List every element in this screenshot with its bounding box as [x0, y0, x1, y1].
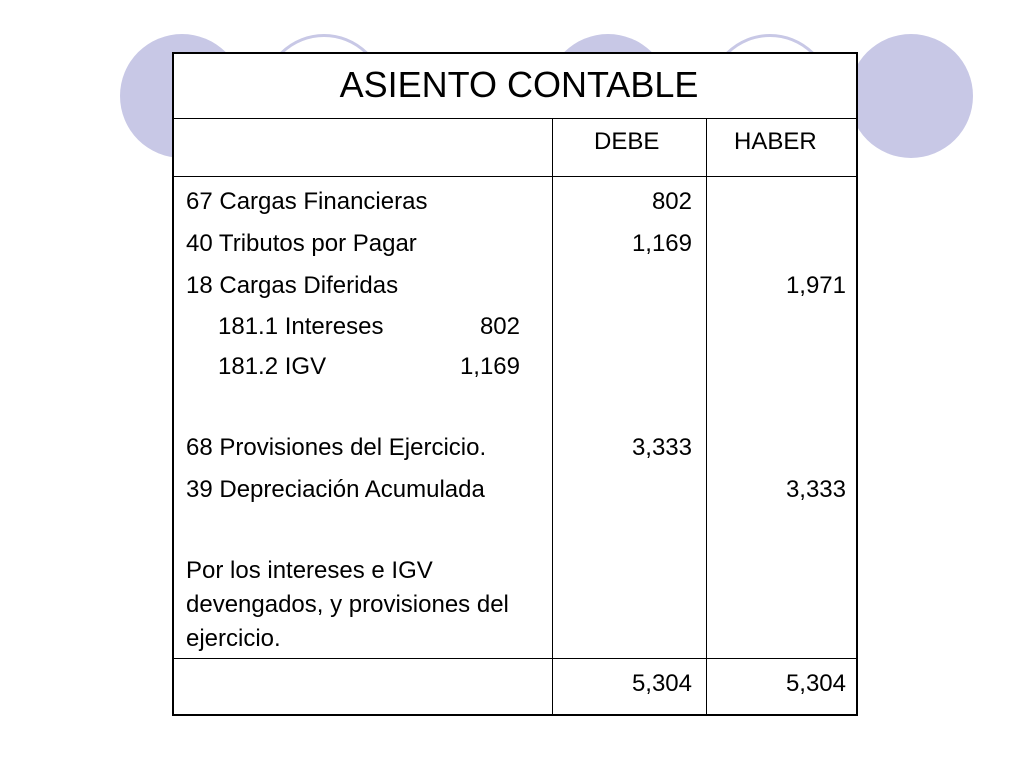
- journal-entry-table: [172, 52, 858, 716]
- entry-debe: 1,169: [631, 230, 692, 257]
- header-debe: DEBE: [594, 128, 660, 155]
- column-divider: [706, 118, 707, 714]
- sub-amount: 1,169: [459, 353, 520, 380]
- sub-account: 181.1 Intereses: [218, 313, 384, 340]
- sub-amount: 802: [479, 313, 520, 340]
- entry-haber: 3,333: [785, 476, 846, 503]
- entry-description: Por los intereses e IGV devengados, y provisiones del ejercicio.: [186, 557, 509, 652]
- entry-account: 39 Depreciación Acumulada: [186, 476, 485, 503]
- total-debe: 5,304: [631, 670, 692, 697]
- total-haber: 5,304: [785, 670, 846, 697]
- entry-haber: 1,971: [785, 272, 846, 299]
- entry-account: 68 Provisiones del Ejercicio.: [186, 434, 487, 461]
- title-row: [174, 54, 856, 119]
- column-divider: [552, 118, 553, 714]
- totals-divider: [174, 658, 856, 659]
- header-divider: [174, 176, 856, 177]
- entry-account: 18 Cargas Diferidas: [186, 272, 399, 299]
- table-title: ASIENTO CONTABLE: [339, 64, 699, 105]
- sub-account: 181.2 IGV: [218, 353, 327, 380]
- entry-debe: 3,333: [631, 434, 692, 461]
- entry-account: 40 Tributos por Pagar: [186, 230, 417, 257]
- header-haber: HABER: [734, 128, 817, 155]
- entry-debe: 802: [651, 188, 692, 215]
- decorative-circle-filled: [849, 34, 973, 158]
- entry-account: 67 Cargas Financieras: [186, 188, 428, 215]
